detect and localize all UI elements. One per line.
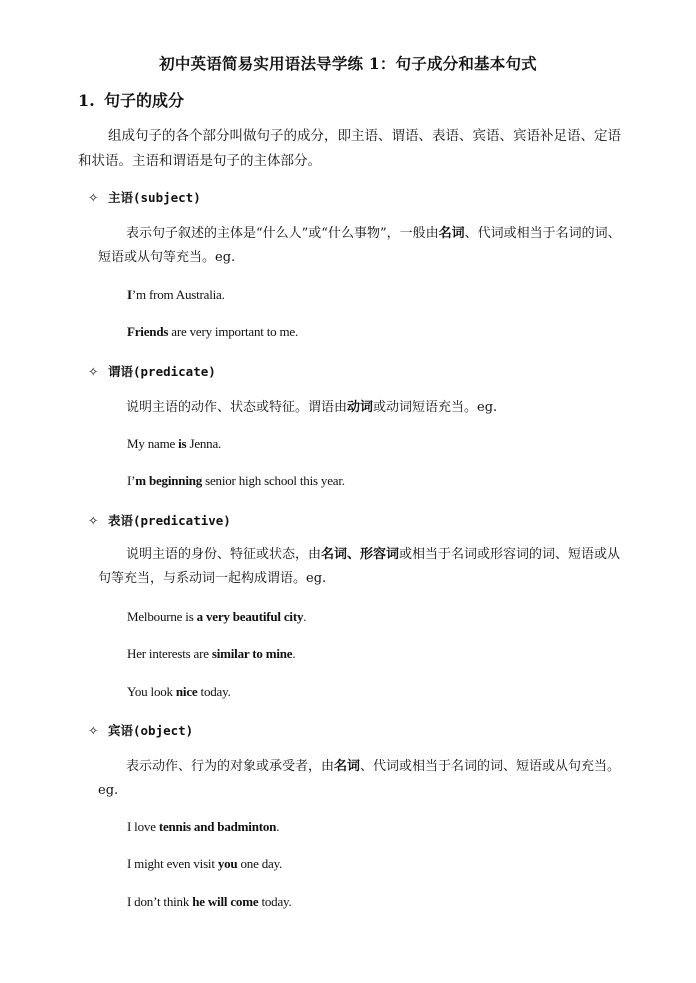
diamond-bullet-icon: ✧ [88, 364, 99, 379]
example-sentence: I’m from Australia. [127, 287, 225, 302]
section-heading [78, 88, 184, 111]
example-sentence: Melbourne is a very beautiful city. [127, 609, 307, 624]
intro-paragraph: 组成句子的各个部分叫做句子的成分，即主语、谓语、表语、宾语、宾语补足语、定语和状语。主语和谓语是句子的主体部分。 [78, 128, 621, 169]
example-sentence: You look nice today. [127, 684, 231, 699]
diamond-bullet-icon: ✧ [88, 190, 99, 205]
heading-text: 句子的成分 [104, 91, 185, 110]
object-description: 表示动作、行为的对象或承受者，由名词、代词或相当于名词的词、短语或从句充当。eg. [98, 759, 621, 798]
diamond-bullet-icon: ✧ [88, 723, 99, 738]
diamond-bullet-icon: ✧ [88, 513, 99, 528]
subsection-subject-heading [88, 188, 201, 206]
example-sentence: My name is Jenna. [127, 436, 222, 451]
subsection-predicative-heading [88, 511, 231, 529]
subsection-object-heading [88, 721, 193, 739]
example-sentence: I don’t think he will come today. [127, 894, 292, 909]
example-sentence: Friends are very important to me. [127, 324, 299, 339]
subject-description: 表示句子叙述的主体是“什么人”或“什么事物”，一般由名词、代词或相当于名词的词、短语或从句等充当。eg. [98, 226, 621, 265]
subsection-label: 谓语(predicate) [108, 364, 216, 379]
example-sentence: I love tennis and badminton. [127, 819, 280, 834]
predicative-description: 说明主语的身份、特征或状态，由名词、形容词或相当于名词或形容词的词、短语或从句等充当，与系动词一起构成谓语。eg. [98, 547, 621, 586]
subsection-label: 表语(predicative) [108, 513, 231, 528]
example-sentence: I might even visit you one day. [127, 856, 283, 871]
example-sentence: I’m beginning senior high school this year. [127, 473, 345, 488]
example-sentence: Her interests are similar to mine. [127, 646, 296, 661]
page-title: 初中英语简易实用语法导学练 1：句子成分和基本句式 [159, 54, 537, 73]
subsection-label: 主语(subject) [108, 190, 201, 205]
subsection-label: 宾语(object) [108, 723, 194, 738]
subsection-predicate-heading [88, 362, 216, 380]
heading-number: 1. [78, 91, 95, 110]
predicate-description: 说明主语的动作、状态或特征。谓语由动词或动词短语充当。eg. [126, 400, 498, 415]
